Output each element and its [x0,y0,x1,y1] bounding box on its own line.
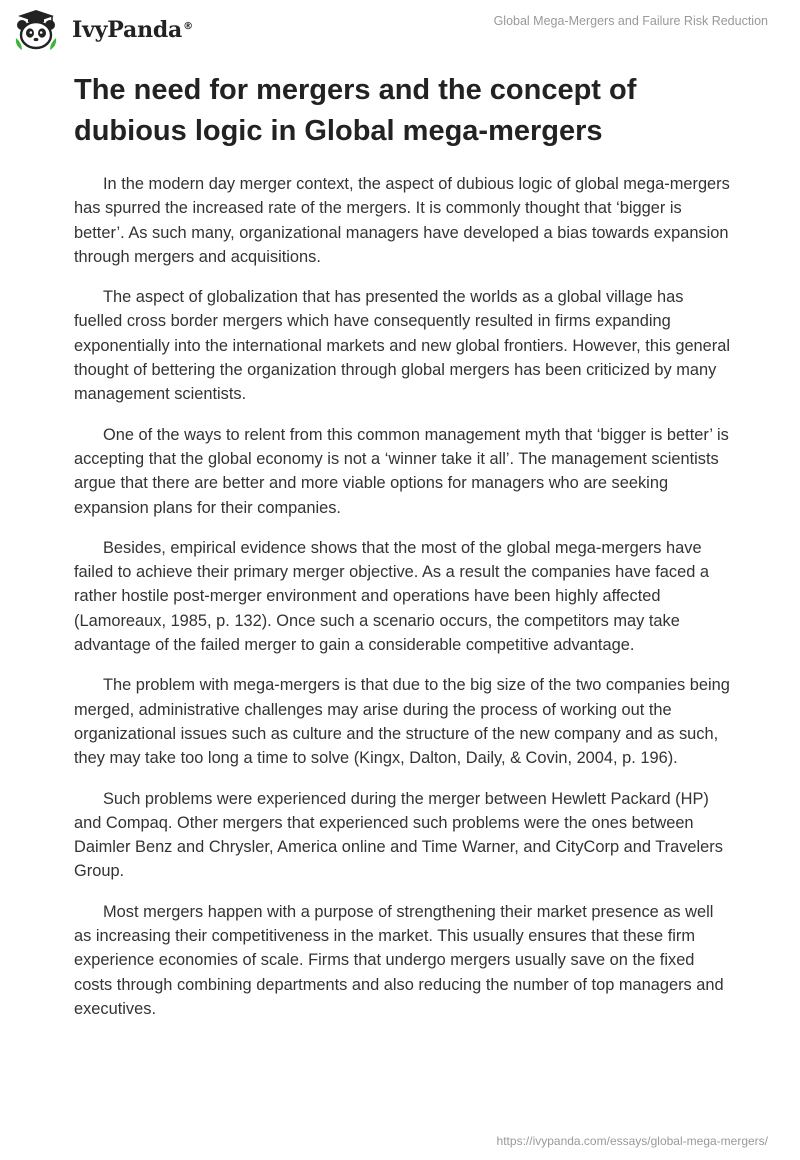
site-logo[interactable] [14,8,193,52]
paragraph: Such problems were experienced during the merger between Hewlett Packard (HP) and Compaq. Other mergers that experienced such problems were the ones between Daimler Benz and Chrysler, America online and Time Warner, and CityCorp and Travelers Group. [74,789,723,881]
paragraph: One of the ways to relent from this common management myth that ‘bigger is better’ is accepting that the global economy is not a ‘winner take it all’. The management scientists argue that there are better and more viable options for managers who are seeking expansion plans for their companies. [74,425,729,517]
paragraph: The aspect of globalization that has presented the worlds as a global village has fuelled cross border mergers which have consequently resulted in firms expanding exponentially into the international markets and new global frontiers. However, this general thought of bettering the organization through global mergers has been criticized by many management scientists. [74,288,731,404]
source-url[interactable]: https://ivypanda.com/essays/global-mega-mergers/ [496,1134,768,1148]
logo-wordmark: IvyPanda® [72,17,193,43]
paragraph: Besides, empirical evidence shows that the most of the global mega-mergers have failed to achieve their primary merger objective. As a result the companies have faced a rather hostile post-merger environment and operations have been highly affected (Lamoreaux, 1985, p. 132). Once such a scenario occurs, the competitors may take advantage of the failed merger to gain a considerable competitive advantage. [74,538,710,655]
panda-logo-icon [14,8,68,52]
paragraph: In the modern day merger context, the aspect of dubious logic of global mega-mergers has spurred the increased rate of the mergers. It is commonly thought that ‘bigger is better’. As such many, organizational managers have developed a bias towards expansion through mergers and acquisitions. [74,175,730,266]
paragraph: The problem with mega-mergers is that due to the big size of the two companies being merged, administrative challenges may arise during the process of working out the organizational issues such as culture and the structure of the new company and as such, they may take too long a time to solve (Kingx, Dalton, Daily, & Covin, 2004, p. 196). [74,676,730,768]
page-title: The need for mergers and the concept of dubious logic in Global mega-mergers [74,74,637,147]
paragraph: Most mergers happen with a purpose of strengthening their market presence as well as increasing their competitiveness in the market. This usually ensures that these firm experience economies of scale. Firms that undergo mergers usually save on the fixed costs through combining departments and also reducing the number of top managers and executives. [74,902,724,1018]
document-title: Global Mega-Mergers and Failure Risk Reduction [493,14,768,28]
essay-body [74,172,730,1037]
page-header [0,0,800,60]
registered-mark: ® [183,20,193,32]
